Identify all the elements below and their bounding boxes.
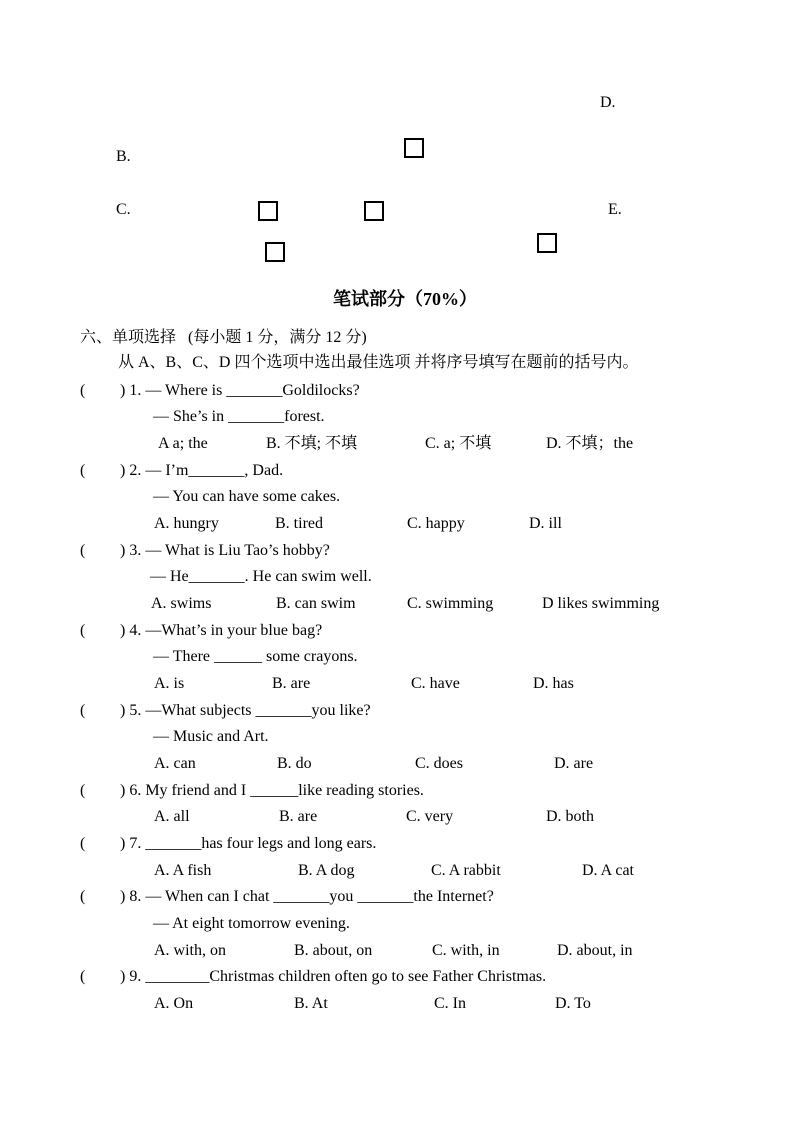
question-stem: ) 8. — When can I chat _______you _______the Internet?	[120, 888, 494, 905]
option-c: C. does	[415, 755, 463, 772]
question-stem: ) 3. — What is Liu Tao’s hobby?	[120, 542, 330, 559]
option-b: B. about, on	[294, 942, 373, 959]
question-stem: ) 9. ________Christmas children often go to see Father Christmas.	[120, 968, 547, 985]
option-c: C. happy	[407, 515, 465, 532]
option-c: C. A rabbit	[431, 862, 501, 879]
option-b: B. can swim	[276, 595, 356, 612]
option-d: D. both	[546, 808, 594, 825]
option-a: A a; the	[158, 435, 208, 452]
option-d: D likes swimming	[542, 595, 660, 612]
answer-bracket[interactable]: (	[80, 782, 86, 799]
option-d: D. about, in	[557, 942, 633, 959]
question-reply: — At eight tomorrow evening.	[153, 915, 350, 932]
answer-box[interactable]	[258, 201, 278, 221]
option-c: C. a; 不填	[425, 435, 492, 452]
question-reply: — Music and Art.	[153, 728, 269, 745]
answer-bracket[interactable]: (	[80, 382, 86, 399]
option-a: A. On	[154, 995, 194, 1012]
option-b: B. are	[272, 675, 311, 692]
option-b: B. At	[294, 995, 328, 1012]
option-d: D. ill	[529, 515, 562, 532]
answer-box[interactable]	[265, 242, 285, 262]
option-label-c: C.	[116, 201, 131, 218]
answer-bracket[interactable]: (	[80, 835, 86, 852]
question-reply: — He_______. He can swim well.	[150, 568, 372, 585]
score-note: (每小题 1 分，满分 12 分)	[188, 329, 367, 346]
section-heading-text: 六、单项选择	[80, 329, 177, 346]
option-c: C. very	[406, 808, 454, 825]
answer-bracket[interactable]: (	[80, 542, 86, 559]
question-stem: ) 6. My friend and I ______like reading stories.	[120, 782, 424, 799]
option-d: D. A cat	[582, 862, 634, 879]
answer-bracket[interactable]: (	[80, 702, 86, 719]
option-label-d: D.	[600, 94, 616, 111]
option-b: B. tired	[275, 515, 323, 532]
option-d: D. 不填；the	[546, 435, 634, 452]
option-c: C. with, in	[432, 942, 500, 959]
option-label-b: B.	[116, 148, 131, 165]
option-a: A. hungry	[154, 515, 219, 532]
option-d: D. has	[533, 675, 574, 692]
section-instruction: 从 A、B、C、D 四个选项中选出最佳选项 并将序号填写在题前的括号内。	[118, 354, 639, 371]
option-label-e: E.	[608, 201, 622, 218]
option-c: C. In	[434, 995, 466, 1012]
option-d: D. are	[554, 755, 594, 772]
answer-bracket[interactable]: (	[80, 462, 86, 479]
option-c: C. swimming	[407, 595, 494, 612]
answer-box[interactable]	[404, 138, 424, 158]
answer-box[interactable]	[537, 233, 557, 253]
answer-bracket[interactable]: (	[80, 888, 86, 905]
option-c: C. have	[411, 675, 460, 692]
option-a: A. A fish	[154, 862, 212, 879]
option-b: B. 不填; 不填	[266, 435, 358, 452]
question-stem: ) 7. _______has four legs and long ears.	[120, 835, 377, 852]
option-d: D. To	[555, 995, 591, 1012]
question-reply: — There ______ some crayons.	[153, 648, 358, 665]
option-b: B. do	[277, 755, 312, 772]
option-a: A. is	[154, 675, 185, 692]
question-stem: ) 2. — I’m_______, Dad.	[120, 462, 284, 479]
written-section-title: 笔试部分（70%）	[333, 289, 477, 309]
question-stem: ) 5. —What subjects _______you like?	[120, 702, 371, 719]
section-heading	[80, 328, 367, 348]
question-reply: — She’s in _______forest.	[153, 408, 325, 425]
question-stem: ) 1. — Where is _______Goldilocks?	[120, 382, 360, 399]
option-a: A. all	[154, 808, 190, 825]
answer-bracket[interactable]: (	[80, 968, 86, 985]
question-reply: — You can have some cakes.	[153, 488, 341, 505]
option-a: A. with, on	[154, 942, 226, 959]
option-b: B. A dog	[298, 862, 355, 879]
option-a: A. can	[154, 755, 196, 772]
answer-bracket[interactable]: (	[80, 622, 86, 639]
answer-box[interactable]	[364, 201, 384, 221]
option-a: A. swims	[151, 595, 212, 612]
question-stem: ) 4. —What’s in your blue bag?	[120, 622, 323, 639]
option-b: B. are	[279, 808, 318, 825]
